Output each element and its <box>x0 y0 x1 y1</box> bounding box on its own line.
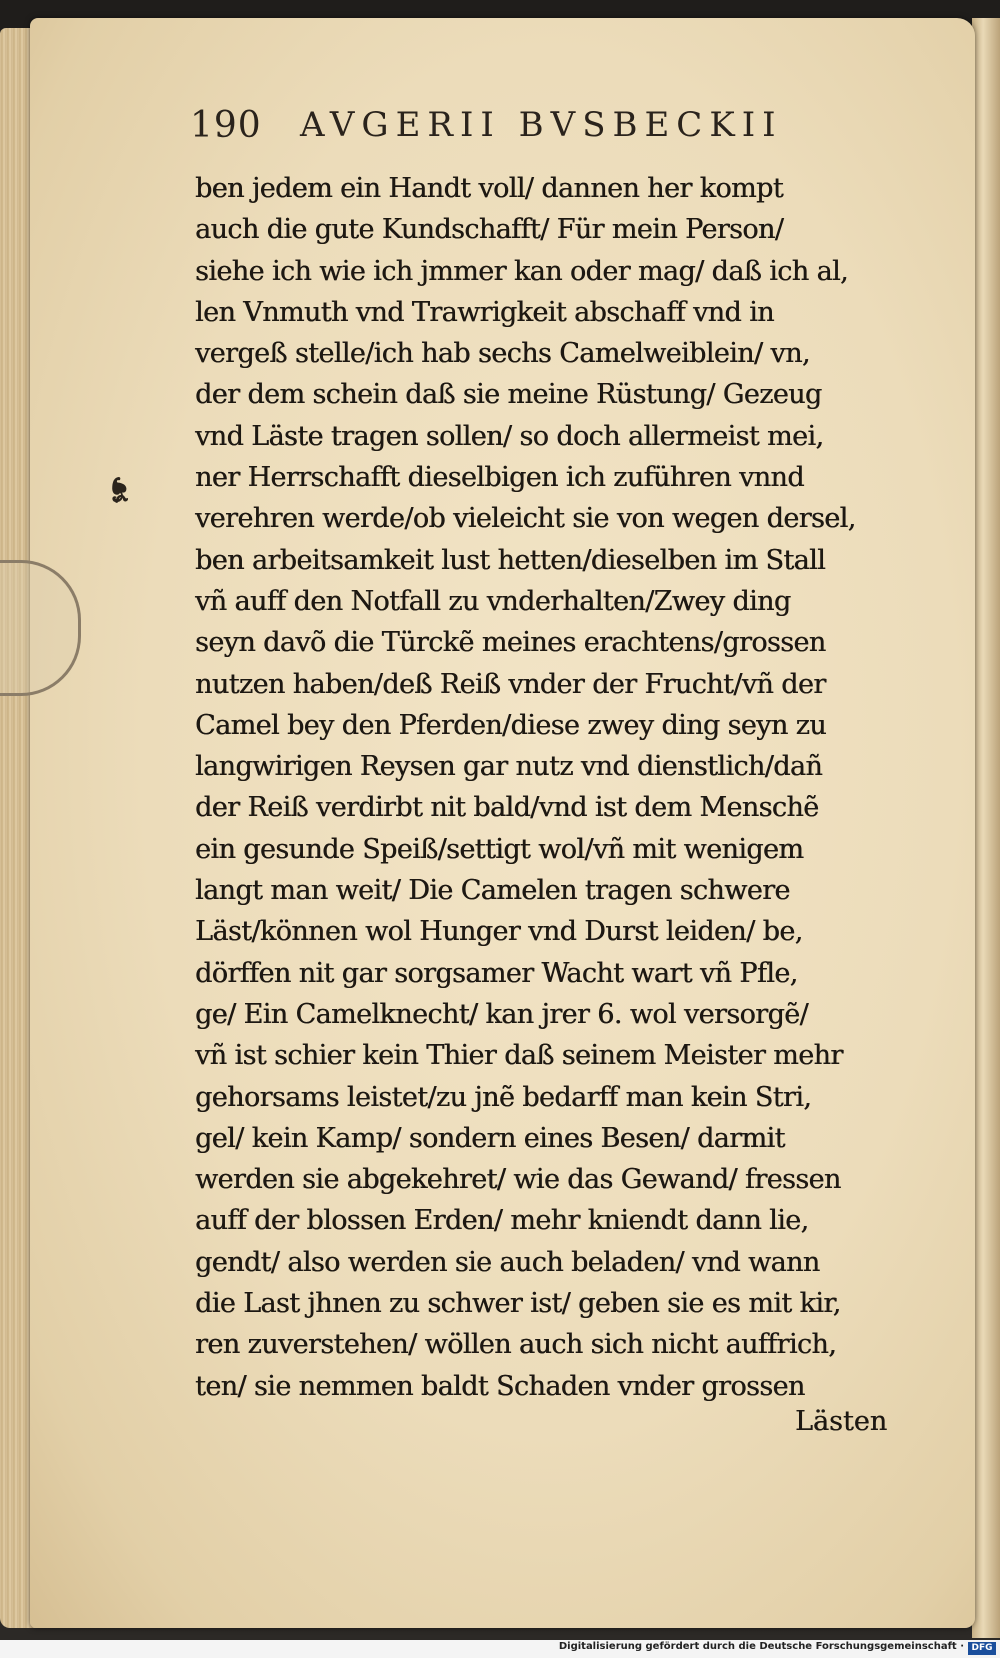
text-line: gendt/ also werden sie auch beladen/ vnd wann <box>195 1246 820 1278</box>
text-line: gel/ kein Kamp/ sondern eines Besen/ darmit <box>195 1122 785 1154</box>
text-line: der dem schein daß sie meine Rüstung/ Gezeug <box>195 379 822 411</box>
running-head: AVGERII BVSBECKII <box>300 105 783 145</box>
text-line: ein gesunde Speiß/settigt wol/vñ mit wenigem <box>195 833 804 865</box>
marginal-mark-icon: ☙ <box>99 474 140 506</box>
page-header <box>190 105 890 155</box>
text-line: seyn davõ die Türckẽ meines erachtens/grossen <box>195 627 826 659</box>
text-line: dörffen nit gar sorgsamer Wacht wart vñ Pfle, <box>195 957 798 989</box>
text-line: ren zuverstehen/ wöllen auch sich nicht auffrich, <box>195 1329 837 1361</box>
text-line: auch die gute Kundschafft/ Für mein Person/ <box>195 214 784 246</box>
text-line: langt man weit/ Die Camelen tragen schwere <box>195 875 790 907</box>
text-line: vñ auff den Notfall zu vnderhalten/Zwey ding <box>195 585 791 617</box>
text-line: gehorsams leistet/zu jnẽ bedarff man kein Stri, <box>195 1081 812 1113</box>
text-line: len Vnmuth vnd Trawrigkeit abschaff vnd in <box>195 296 774 328</box>
text-line: vergeß stelle/ich hab sechs Camelweiblein/ vn, <box>195 338 810 370</box>
text-line: ten/ sie nemmen baldt Schaden vnder grossen <box>195 1370 805 1402</box>
text-line: ner Herrschafft dieselbigen ich zuführen vnnd <box>195 462 804 494</box>
body-text <box>195 168 915 1407</box>
text-line: die Last jhnen zu schwer ist/ geben sie es mit kir, <box>195 1288 841 1320</box>
page-number: 190 <box>190 105 262 146</box>
footer-credit: Digitalisierung gefördert durch die Deutsche Forschungsgemeinschaft · <box>558 1641 964 1652</box>
text-line: ge/ Ein Camelknecht/ kan jrer 6. wol versorgẽ/ <box>195 998 809 1030</box>
text-line: der Reiß verdirbt nit bald/vnd ist dem Menschẽ <box>195 792 819 824</box>
dfg-logo-icon: DFG <box>968 1642 996 1655</box>
text-line: verehren werde/ob vieleicht sie von wegen dersel, <box>195 503 856 535</box>
text-line: Camel bey den Pferden/diese zwey ding seyn zu <box>195 709 826 741</box>
text-line: vnd Läste tragen sollen/ so doch allermeist mei, <box>195 420 824 452</box>
text-line: vñ ist schier kein Thier daß seinem Meister mehr <box>195 1040 843 1072</box>
text-line: siehe ich wie ich jmmer kan oder mag/ daß ich al, <box>195 255 848 287</box>
text-line: nutzen haben/deß Reiß vnder der Frucht/vñ der <box>195 668 826 700</box>
text-line: Läst/können wol Hunger vnd Durst leiden/ be, <box>195 916 803 948</box>
text-line: auff der blossen Erden/ mehr kniendt dann lie, <box>195 1205 809 1237</box>
text-line: werden sie abgekehret/ wie das Gewand/ fressen <box>195 1164 841 1196</box>
book-gutter <box>972 18 1000 1638</box>
text-line: ben jedem ein Handt voll/ dannen her kompt <box>195 173 783 204</box>
catchword: Lästen <box>795 1406 888 1437</box>
text-line: ben arbeitsamkeit lust hetten/dieselben im Stall <box>195 544 826 576</box>
text-line: langwirigen Reysen gar nutz vnd dienstlich/dañ <box>195 751 823 783</box>
